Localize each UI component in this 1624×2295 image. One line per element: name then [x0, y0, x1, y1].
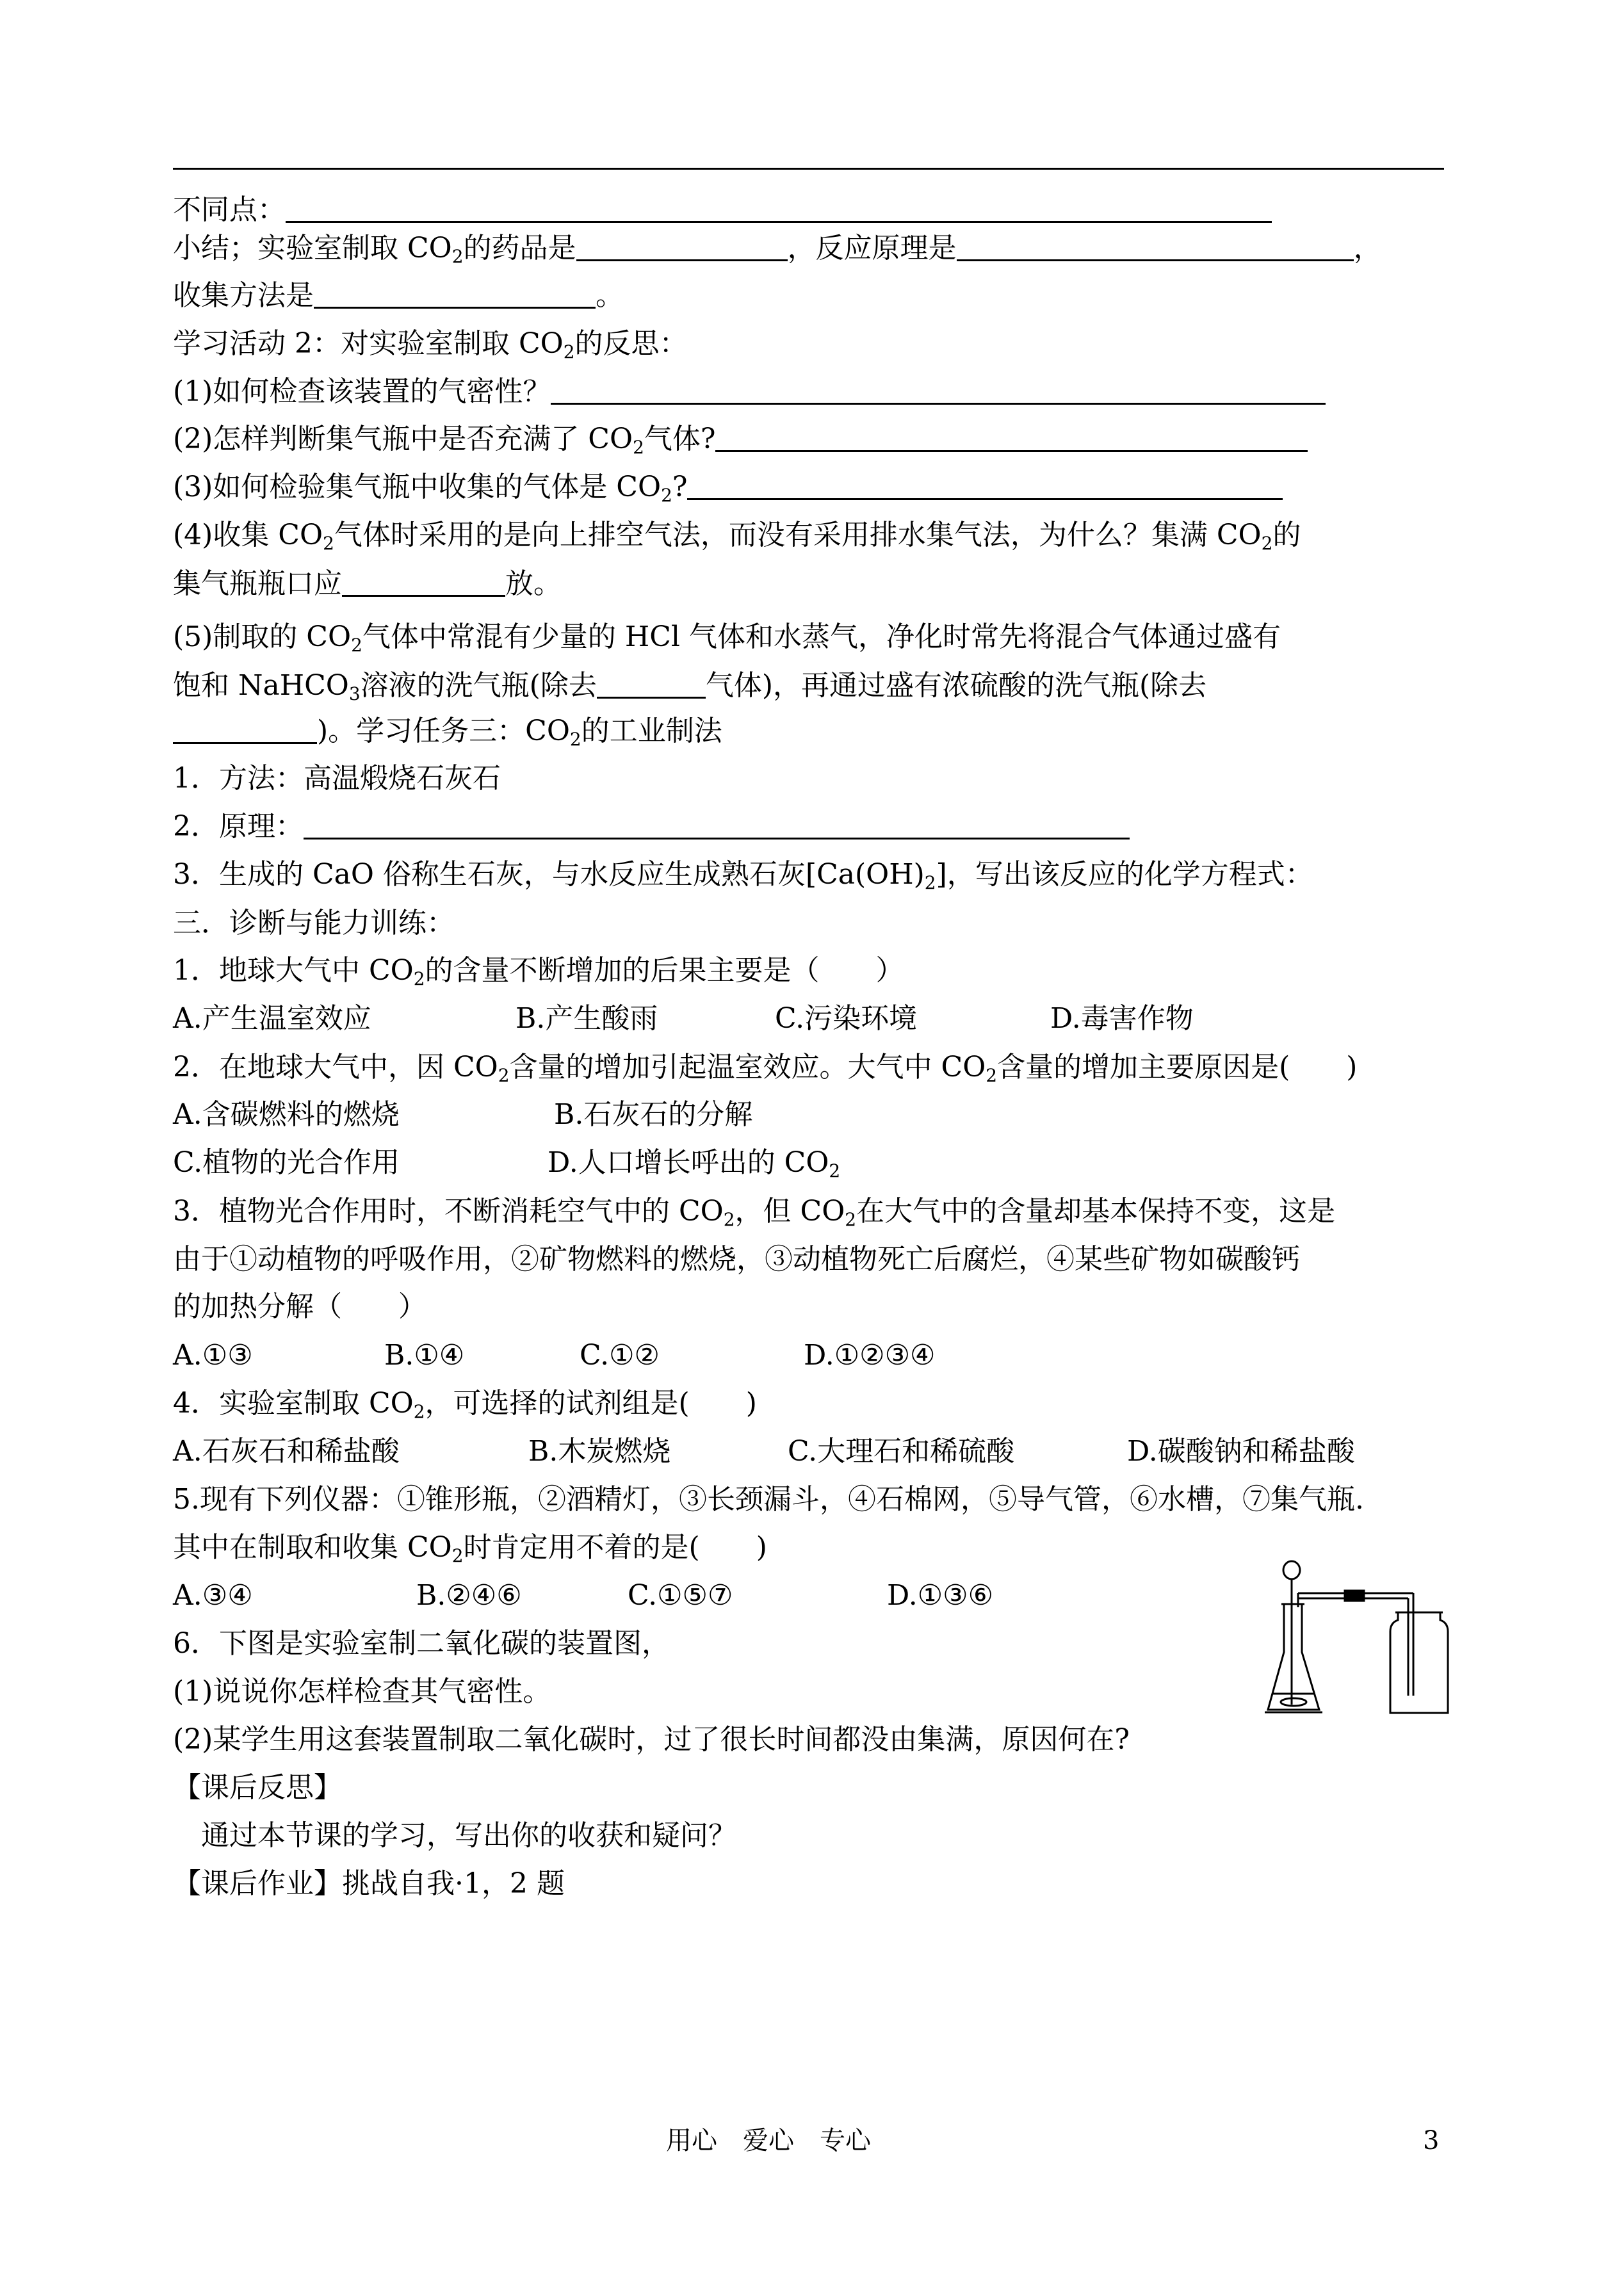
subscript: 2: [451, 246, 464, 267]
q2-option-b[interactable]: B.石灰石的分解: [554, 1098, 753, 1131]
question-6-part-1: [173, 1673, 551, 1711]
question-airtightness: [173, 373, 1326, 411]
line-activity-2: [173, 325, 688, 363]
answer-blank[interactable]: [173, 714, 317, 744]
line-differences: [173, 191, 1272, 229]
text: 气体中常混有少量的 HCl 气体和水蒸气，净化时常先将混合气体通过盛有: [362, 620, 1281, 653]
question-1: [173, 952, 904, 990]
text: 2．原理：: [173, 810, 304, 843]
text: 其中在制取和收集 CO: [173, 1531, 452, 1564]
text: 的工业制法: [581, 715, 722, 747]
subscript: 2: [829, 1160, 841, 1181]
text: D.人口增长呼出的 CO: [548, 1146, 829, 1179]
text: 3．植物光合作用时，不断消耗空气中的 CO: [173, 1195, 724, 1228]
text: 【课后作业】挑战自我·1，2 题: [173, 1867, 565, 1900]
q4-option-a[interactable]: A.石灰石和稀盐酸: [173, 1435, 400, 1468]
question-6: [173, 1625, 670, 1663]
text: ，可选择的试剂组是( ): [425, 1387, 757, 1420]
text: 放。: [505, 567, 562, 600]
text: 通过本节课的学习，写出你的收获和疑问？: [173, 1819, 736, 1852]
line-method: [173, 759, 501, 798]
line-nahco3-wash: [173, 667, 1206, 705]
line-summary: [173, 229, 1382, 268]
text: 含量的增加主要原因是( ): [997, 1051, 1358, 1083]
heading-reflection: [173, 1769, 342, 1807]
subscript: 2: [723, 1209, 735, 1230]
line-collection-method: [173, 277, 624, 315]
text: ，: [1353, 232, 1382, 264]
text: ，反应原理是: [787, 232, 957, 264]
q2-option-c[interactable]: C.植物的光合作用: [173, 1146, 400, 1179]
q3-option-a[interactable]: A.①③: [173, 1339, 253, 1372]
co2-apparatus-figure: [1265, 1556, 1454, 1719]
question-full-check: [173, 420, 1308, 458]
q3-option-d[interactable]: D.①②③④: [804, 1339, 936, 1372]
subscript: 2: [569, 729, 581, 750]
page-number: 3: [1423, 2126, 1440, 2155]
text: ?: [672, 471, 688, 503]
text: 学习活动 2：对实验室制取 CO: [173, 327, 564, 360]
question-purification: [173, 618, 1281, 656]
subscript: 2: [451, 1545, 464, 1566]
reflection-prompt: [173, 1817, 736, 1855]
text: 收集方法是: [173, 279, 314, 312]
question-verify-gas: [173, 468, 1283, 507]
subscript: 2: [498, 1065, 510, 1086]
subscript: 2: [413, 1401, 425, 1422]
apparatus-drawing: [1265, 1556, 1454, 1719]
text: 5.现有下列仪器：①锥形瓶，②酒精灯，③长颈漏斗，④石棉网，⑤导气管，⑥水槽，⑦集气瓶.: [173, 1483, 1364, 1516]
text: 的加热分解（ ）: [173, 1290, 426, 1323]
text: 气体)，再通过盛有浓硫酸的洗气瓶(除去: [705, 669, 1207, 702]
q5-option-a[interactable]: A.③④: [173, 1579, 253, 1612]
q2-option-d[interactable]: [548, 1144, 840, 1182]
text: 小结；实验室制取 CO: [173, 232, 452, 264]
text: 溶液的洗气瓶(除去: [360, 669, 597, 702]
answer-blank[interactable]: [314, 279, 596, 309]
answer-blank[interactable]: [551, 375, 1326, 405]
subscript: 2: [845, 1209, 857, 1230]
answer-blank[interactable]: [715, 422, 1308, 452]
subscript: 2: [563, 341, 575, 362]
subscript: 2: [633, 437, 644, 458]
q3-option-c[interactable]: C.①②: [580, 1339, 660, 1372]
text: 【课后反思】: [173, 1771, 342, 1804]
q5-option-d[interactable]: D.①③⑥: [887, 1579, 994, 1612]
q3-option-b[interactable]: B.①④: [384, 1339, 465, 1372]
subscript: 2: [924, 872, 936, 893]
answer-blank[interactable]: [687, 470, 1283, 500]
text: 气体时采用的是向上排空气法，而没有采用排水集气法，为什么？集满 CO: [334, 519, 1262, 551]
text: 的反思：: [574, 327, 688, 360]
text: (4)收集 CO: [173, 519, 323, 551]
line-quicklime: [173, 856, 1313, 894]
text: 时肯定用不着的是( ): [463, 1531, 767, 1564]
text: 1．地球大气中 CO: [173, 954, 414, 987]
text: ，但 CO: [735, 1195, 845, 1228]
subscript: 2: [1261, 533, 1273, 554]
text: (1)说说你怎样检查其气密性。: [173, 1675, 551, 1708]
text: 含量的增加引起温室效应。大气中 CO: [509, 1051, 986, 1083]
q1-option-b[interactable]: B.产生酸雨: [516, 1002, 658, 1035]
header-rule: [173, 168, 1444, 170]
line-task-3: [173, 712, 722, 750]
answer-blank[interactable]: [576, 231, 788, 261]
question-2: [173, 1048, 1357, 1087]
subscript: 2: [661, 485, 672, 506]
question-3-cont: [173, 1240, 1300, 1279]
answer-blank[interactable]: [342, 567, 505, 597]
text: 。: [596, 279, 624, 312]
question-3-end: [173, 1288, 426, 1326]
text: 在大气中的含量却基本保持不变，这是: [856, 1195, 1336, 1228]
q1-option-d[interactable]: D.毒害作物: [1050, 1002, 1194, 1035]
text: (5)制取的 CO: [173, 620, 352, 653]
text: 由于①动植物的呼吸作用，②矿物燃料的燃烧，③动植物死亡后腐烂，④某些矿物如碳酸钙: [173, 1243, 1300, 1276]
text: 4．实验室制取 CO: [173, 1387, 414, 1420]
q5-option-c[interactable]: C.①⑤⑦: [628, 1579, 733, 1612]
question-collection-reason: [173, 516, 1301, 555]
line-principle: [173, 807, 1130, 846]
text: 的药品是: [463, 232, 576, 264]
question-3: [173, 1192, 1335, 1231]
q4-option-d[interactable]: D.碳酸钠和稀盐酸: [1127, 1435, 1355, 1468]
subscript: 2: [986, 1065, 998, 1086]
subscript: 2: [323, 533, 334, 554]
q1-option-a[interactable]: A.产生温室效应: [173, 1002, 371, 1035]
text: 2．在地球大气中，因 CO: [173, 1051, 498, 1083]
text: (2)怎样判断集气瓶中是否充满了 CO: [173, 423, 633, 455]
section-diagnosis: [173, 904, 455, 943]
q2-option-a[interactable]: A.含碳燃料的燃烧: [173, 1098, 400, 1131]
text: 6．下图是实验室制二氧化碳的装置图，: [173, 1627, 670, 1660]
subscript: 2: [351, 635, 362, 656]
subscript: 2: [413, 968, 425, 989]
text: ]，写出该反应的化学方程式：: [936, 858, 1313, 891]
q1-option-c[interactable]: C.污染环境: [775, 1002, 918, 1035]
text: (3)如何检验集气瓶中收集的气体是 CO: [173, 471, 662, 503]
answer-blank[interactable]: [286, 193, 1272, 223]
line-bottle-mouth: [173, 565, 562, 603]
text: 饱和 NaHCO: [173, 669, 349, 702]
answer-blank[interactable]: [957, 231, 1354, 261]
text: )。学习任务三：CO: [317, 715, 570, 747]
question-5: [173, 1480, 1364, 1519]
text: 集气瓶瓶口应: [173, 567, 342, 600]
text: (2)某学生用这套装置制取二氧化碳时，过了很长时间都没由集满，原因何在?: [173, 1723, 1130, 1756]
answer-blank[interactable]: [597, 669, 706, 699]
answer-blank[interactable]: [304, 809, 1130, 839]
q4-option-b[interactable]: B.木炭燃烧: [528, 1435, 671, 1468]
footer-motto: 用心 爱心 专心: [666, 2126, 871, 2155]
q5-option-b[interactable]: B.②④⑥: [416, 1579, 522, 1612]
text: 的: [1272, 519, 1301, 551]
text: 不同点：: [173, 193, 286, 226]
question-4: [173, 1384, 757, 1423]
text: 气体?: [644, 423, 716, 455]
q4-option-c[interactable]: C.大理石和稀硫酸: [788, 1435, 1015, 1468]
text: (1)如何检查该装置的气密性？: [173, 375, 551, 408]
heading-homework: [173, 1865, 565, 1903]
question-5-cont: [173, 1529, 767, 1567]
text: 3．生成的 CaO 俗称生石灰，与水反应生成熟石灰[Ca(OH): [173, 858, 925, 891]
text: 三．诊断与能力训练：: [173, 907, 455, 939]
text: 1．方法：高温煅烧石灰石: [173, 762, 501, 795]
question-6-part-2: [173, 1721, 1130, 1759]
subscript: 3: [348, 683, 361, 704]
text: 的含量不断增加的后果主要是（ ）: [425, 954, 904, 987]
